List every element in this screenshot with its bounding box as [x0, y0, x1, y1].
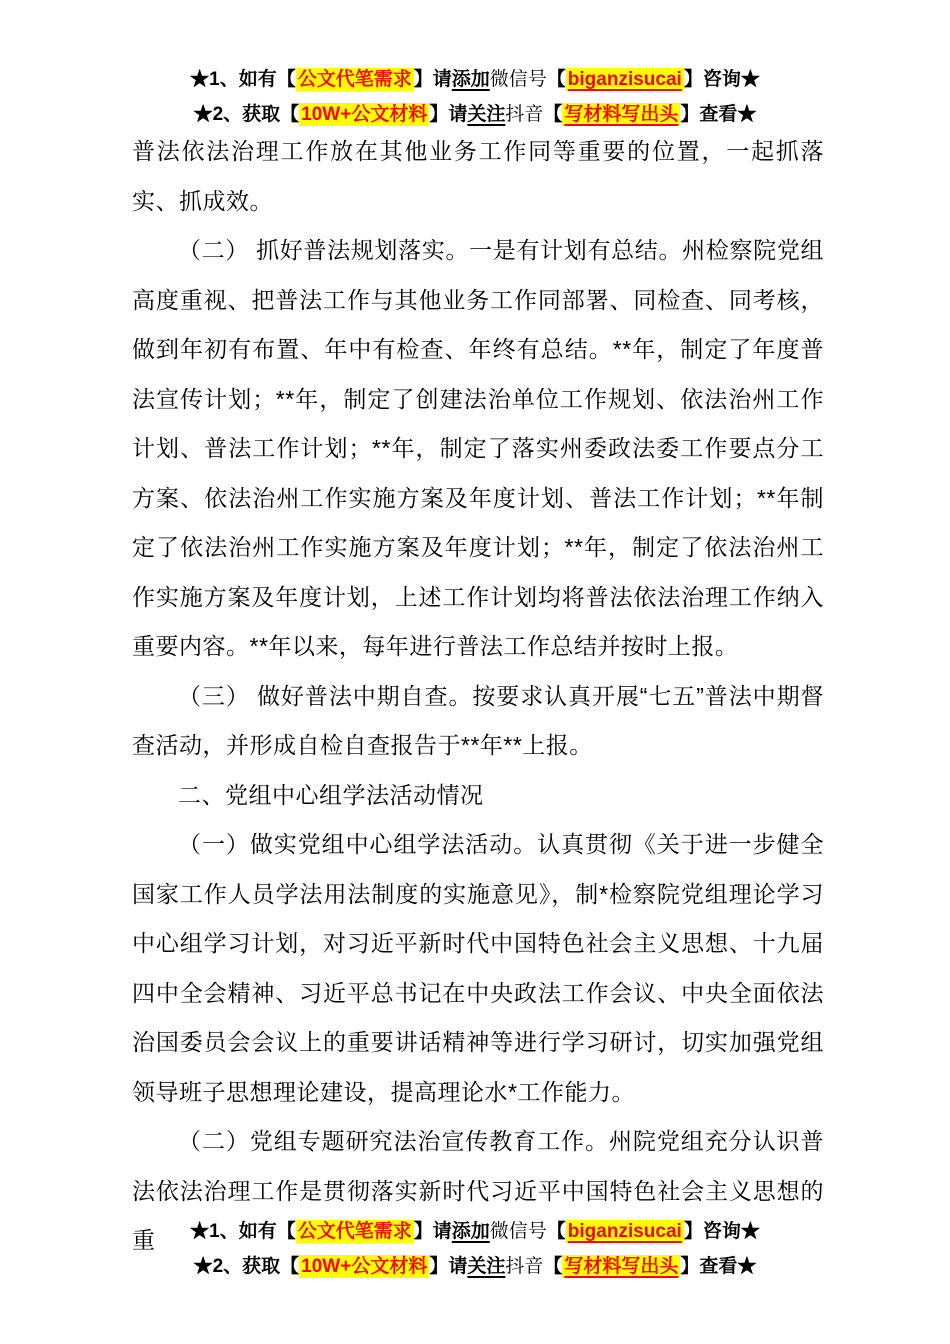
promo-action-add: 添加	[451, 1221, 490, 1242]
paragraph: （二）党组专题研究法治宣传教育工作。州院党组充分认识普法依法治理工作是贯彻落实新时代习近平中国特色社会主义思想的重	[132, 1128, 824, 1253]
promo-bracket: 【	[546, 1221, 566, 1242]
promo-highlight-service: 公文代笔需求	[297, 1221, 412, 1242]
promo-suffix: 】查看★	[680, 1256, 757, 1277]
promo-header	[0, 62, 950, 132]
promo-text: 】请	[413, 69, 452, 90]
promo-action-follow: 关注	[467, 104, 506, 125]
promo-platform-wechat: 微信号	[489, 1221, 547, 1242]
promo-highlight-service: 公文代笔需求	[297, 69, 412, 90]
promo-footer	[0, 1214, 950, 1284]
promo-text: 】请	[429, 1256, 468, 1277]
promo-platform-wechat: 微信号	[489, 69, 547, 90]
paragraph: （二） 抓好普法规划落实。一是有计划有总结。州检察院党组高度重视、把普法工作与其他业务工作同部署、同检查、同考核，做到年初有布置、年中有检查、年终有总结。**年，制定了年度普法宣传计划；**年，制定了创建法治单位工作规划、依法治州工作计划、普法工作计划；**年，制定了落实州委政法委工作要点分工方案、依法治州工作实施方案及年度计划、普法工作计划；**年制定了依法治州工作实施方案及年度计划；**年，制定了依法治州工作实施方案及年度计划，上述工作计划均将普法依法治理工作纳入重要内容。**年以来，每年进行普法工作总结并按时上报。	[132, 237, 824, 659]
promo-line-1	[0, 62, 950, 97]
promo-bracket: 【	[543, 104, 563, 125]
paragraph: 二、党组中心组学法活动情况	[178, 781, 484, 808]
promo-prefix: ★1、如有【	[190, 1221, 296, 1242]
promo-line-2	[0, 1249, 950, 1284]
promo-text: 】请	[413, 1221, 452, 1242]
promo-highlight-materials: 10W+公文材料	[301, 104, 428, 125]
promo-action-add: 添加	[451, 69, 490, 90]
paragraph: （一）做实党组中心组学法活动。认真贯彻《关于进一步健全国家工作人员学法用法制度的实施意见》，制*检察院党组理论学习中心组学习计划，对习近平新时代中国特色社会主义思想、十九届四中全会精神、习近平总书记在中央政法工作会议、中央全面依法治国委员会会议上的重要讲话精神等进行学习研讨，切实加强党组领导班子思想理论建设，提高理论水*工作能力。	[132, 831, 824, 1105]
promo-platform-douyin: 抖音	[505, 104, 544, 125]
promo-suffix: 】查看★	[680, 104, 757, 125]
promo-suffix: 】咨询★	[683, 1221, 760, 1242]
document-body	[132, 127, 824, 1266]
promo-prefix: ★2、获取【	[193, 104, 300, 125]
promo-suffix: 】咨询★	[683, 69, 760, 90]
promo-highlight-materials: 10W+公文材料	[301, 1256, 428, 1277]
promo-douyin-name: 写材料写出头	[564, 1256, 679, 1277]
promo-douyin-name: 写材料写出头	[564, 104, 679, 125]
promo-bracket: 【	[543, 1256, 563, 1277]
paragraph: 普法依法治理工作放在其他业务工作同等重要的位置，一起抓落实、抓成效。	[132, 138, 824, 214]
promo-prefix: ★2、获取【	[193, 1256, 300, 1277]
promo-action-follow: 关注	[467, 1256, 506, 1277]
promo-wechat-id: biganzisucai	[567, 1221, 682, 1242]
paragraph: （三） 做好普法中期自查。按要求认真开展“七五”普法中期督查活动，并形成自检自查报告于**年**上报。	[132, 682, 824, 758]
promo-wechat-id: biganzisucai	[567, 69, 682, 90]
promo-bracket: 【	[546, 69, 566, 90]
promo-prefix: ★1、如有【	[190, 69, 296, 90]
promo-platform-douyin: 抖音	[505, 1256, 544, 1277]
promo-line-1	[0, 1214, 950, 1249]
promo-text: 】请	[429, 104, 468, 125]
